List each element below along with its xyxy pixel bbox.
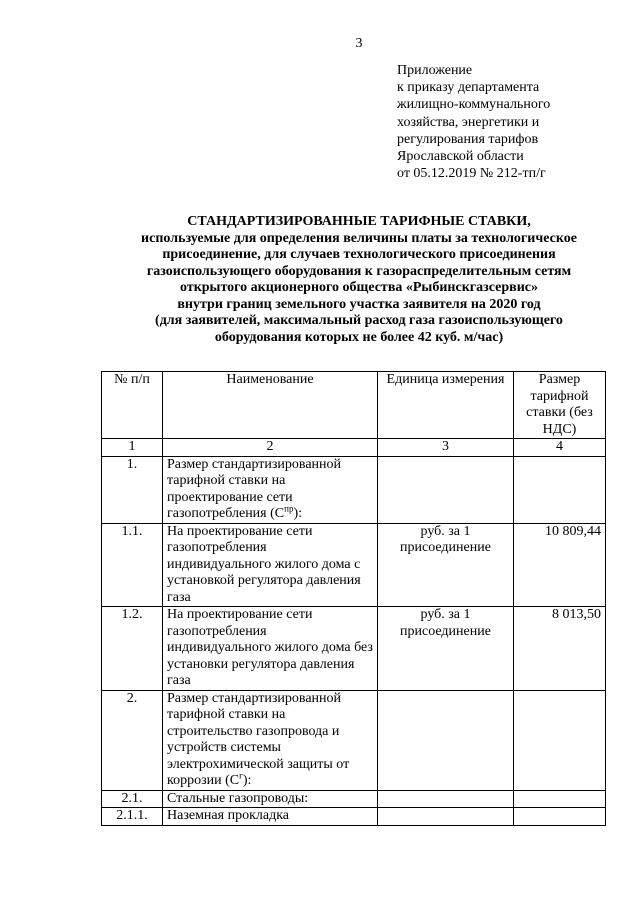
row-unit: руб. за 1 присоединение: [378, 523, 514, 607]
row-value: [514, 790, 606, 808]
header-unit: Единица измерения: [378, 372, 514, 439]
table-row: [102, 523, 606, 607]
appendix-line: Ярославской области: [397, 149, 524, 165]
row-value: [514, 690, 606, 790]
table-row: [102, 456, 606, 523]
row-name: На проектирование сети газопотребления индивидуального жилого дома без установки регулятора давления газа: [163, 607, 378, 691]
row-num: 2.1.1.: [102, 808, 163, 826]
column-number-row: [102, 439, 606, 457]
row-num: 2.: [102, 690, 163, 790]
page-number: 3: [355, 36, 363, 51]
row-num: 2.1.: [102, 790, 163, 808]
row-num: 1.: [102, 456, 163, 523]
title-line: газоиспользующего оборудования к газораспределительным сетям: [146, 263, 572, 279]
appendix-line: к приказу департамента: [397, 80, 540, 96]
header-rate: Размер тарифной ставки (без НДС): [514, 372, 606, 439]
appendix-line: от 05.12.2019 № 212-тп/г: [397, 166, 546, 182]
row-value: [514, 456, 606, 523]
appendix-line: жилищно-коммунального: [397, 97, 551, 113]
row-name: Размер стандартизированной тарифной ставки на строительство газопровода и устройств системы электрохимической защиты от коррозии $(С^г)$:: [163, 690, 378, 790]
table-row: [102, 690, 606, 790]
row-name: Размер стандартизированной тарифной ставки на проектирование сети газопотребления $(С^{пр})$:: [163, 456, 378, 523]
table-header-row: [102, 372, 606, 439]
title-line: (для заявителей, максимальный расход газа газоиспользующего: [155, 313, 563, 328]
row-unit: [378, 790, 514, 808]
title-line: присоединение, для случаев технологического присоединения: [162, 247, 556, 262]
title-line: открытого акционерного общества «Рыбинскгазсервис»: [180, 280, 538, 295]
row-value: 8 013,50: [514, 607, 606, 691]
tariff-table: [101, 371, 606, 826]
title-line: внутри границ земельного участка заявителя на 2020 год: [177, 296, 541, 312]
title-line: используемые для определения величины платы за технологическое: [141, 230, 577, 246]
row-num: 1.2.: [102, 607, 163, 691]
title-main: СТАНДАРТИЗИРОВАННЫЕ ТАРИФНЫЕ СТАВКИ,: [187, 214, 531, 229]
row-unit: [378, 690, 514, 790]
col-number: 3: [378, 439, 514, 457]
row-num: 1.1.: [102, 523, 163, 607]
appendix-line: Приложение: [397, 63, 473, 78]
row-unit: [378, 808, 514, 826]
col-number: 2: [163, 439, 378, 457]
row-name: Стальные газопроводы:: [163, 790, 378, 808]
appendix-block: [397, 62, 550, 182]
row-name: На проектирование сети газопотребления индивидуального жилого дома с установкой регулятора давления газа: [163, 523, 378, 607]
row-name: Наземная прокладка: [163, 808, 378, 826]
document-title: [0, 214, 640, 346]
col-number: 1: [102, 439, 163, 457]
row-unit: [378, 456, 514, 523]
appendix-line: хозяйства, энергетики и: [397, 114, 540, 130]
row-unit: руб. за 1 присоединение: [378, 607, 514, 691]
header-num: № п/п: [102, 372, 163, 439]
row-value: 10 809,44: [514, 523, 606, 607]
col-number: 4: [514, 439, 606, 457]
header-name: Наименование: [163, 372, 378, 439]
title-line: оборудования которых не более 42 куб. м/час): [214, 329, 504, 345]
appendix-line: регулирования тарифов: [397, 131, 539, 147]
row-value: [514, 808, 606, 826]
table-row: [102, 808, 606, 826]
table-row: [102, 607, 606, 691]
table-row: [102, 790, 606, 808]
